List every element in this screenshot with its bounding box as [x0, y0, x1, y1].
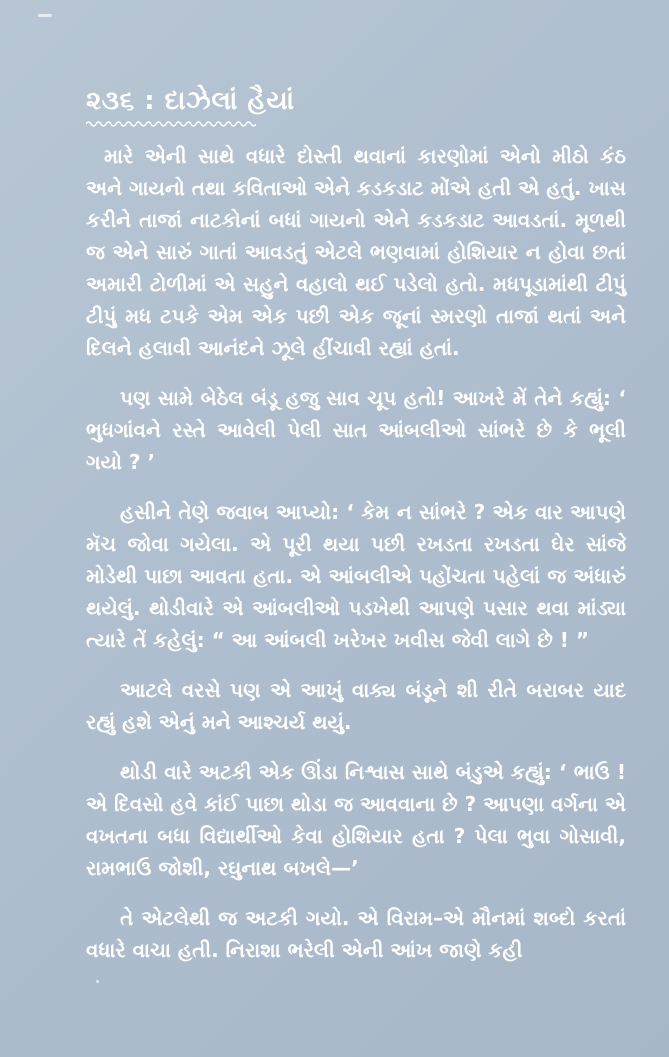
page-body: [86, 140, 626, 984]
page-speck: [96, 980, 99, 983]
page-heading: ૨૩૬ : દાઝેલાં હૈયાં: [86, 86, 295, 116]
paragraph: મારે એની સાથે વધારે દોસ્તી થવાનાં કારણોમાં એનો મીઠો કંઠ અને ગાયનો તથા કવિતાઓ એને કડકડાટ મોંએ હતી એ હતું. ખાસ કરીને તાજાં નાટકોનાં બધાં ગાયનો એને કડકડાટ આવડતાં. મૂળથી જ એને સારું ગાતાં આવડતું એટલે ભણવામાં હોશિયાર ન હોવા છતાં અમારી ટોળીમાં એ સહુને વહાલો થઈ પડેલો હતો. મધપૂડામાંથી ટીપું ટીપું મધ ટપકે એમ એક પછી એક જૂનાં સ્મરણો તાજાં થતાં અને દિલને હલાવી આનંદને ઝૂલે હીંચાવી રહ્યાં હતાં.: [86, 144, 626, 360]
page-corner-mark: [38, 14, 52, 17]
paragraph: આટલે વરસે પણ એ આખું વાક્ય બંડૂને શી રીતે બરાબર યાદ રહ્યું હશે એનું મને આશ્ચર્ય થયું.: [86, 678, 626, 734]
paragraph: પણ સામે બેઠેલ બંડૂ હજુ સાવ ચૂપ હતો! આખરે મેં તેને કહ્યું: ‘ ભુધગાંવને રસ્તે આવેલી પેલી સાત આંબલીઓ સાંભરે છે કે ભૂલી ગયો ? ’: [86, 386, 626, 474]
paragraph: થોડી વારે અટકી એક ઊંડા નિશ્વાસ સાથે બંડુએ કહ્યું: ‘ ભાઉ ! એ દિવસો હવે કાંઈ પાછા થોડા જ આવવાના છે ? આપણા વર્ગના એ વખતના બધા વિદ્યાર્થીઓ કેવા હોશિયાર હતા ? પેલા ભુવા ગોસાવી, રામભાઉ જોશી, રઘુનાથ બખલે—’: [86, 760, 626, 880]
paragraph: હસીને તેણે જવાબ આપ્યો: ‘ કેમ ન સાંભરે ? એક વાર આપણે મૅચ જોવા ગયેલા. એ પૂરી થયા પછી રખડતા રખડતા ઘેર સાંજે મોડેથી પાછા આવતા હતા. એ આંબલીએ પહોંચતા પહેલાં જ અંધારું થયેલું. થોડીવારે એ આંબલીઓ પડખેથી આપણે પસાર થવા માંડ્યા ત્યારે તેં કહેલું: “ આ આંબલી ખરેખર ખવીસ જેવી લાગે છે ! ”: [86, 500, 626, 652]
heading-wavy-underline: [86, 120, 256, 128]
paragraph: તે એટલેથી જ અટકી ગયો. એ વિરામ–એ મૌનમાં શબ્દો કરતાં વધારે વાચા હતી. નિરાશા ભરેલી એની આંખ જાણે કહી: [86, 906, 626, 962]
